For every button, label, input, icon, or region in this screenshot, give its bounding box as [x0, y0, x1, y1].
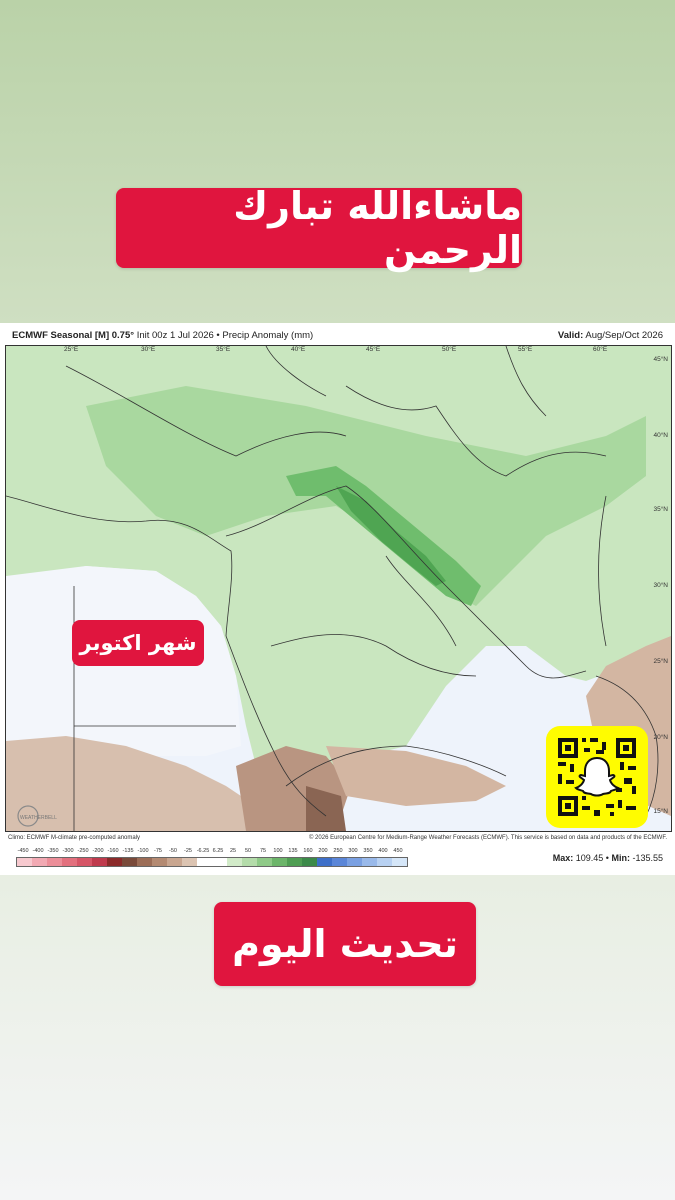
colorbar-tick-label: -50 — [169, 848, 177, 854]
min-label: Min: — [611, 853, 630, 863]
lat-label: 25°N — [653, 658, 668, 665]
map-valid-value: Aug/Sep/Oct 2026 — [585, 330, 663, 341]
colorbar-swatch — [17, 858, 32, 866]
colorbar-tick-label: 50 — [244, 848, 252, 854]
colorbar-tick-label: -200 — [92, 848, 104, 854]
colorbar-swatch — [287, 858, 302, 866]
colorbar-tick-label: 250 — [333, 848, 343, 854]
colorbar-tick-label: -450 — [17, 848, 29, 854]
lon-label: 35°E — [216, 346, 231, 353]
colorbar-swatch — [77, 858, 92, 866]
colorbar-swatch — [137, 858, 152, 866]
map-valid — [558, 330, 663, 341]
lon-label: 55°E — [518, 346, 533, 353]
colorbar-swatch — [47, 858, 62, 866]
lon-label: 60°E — [593, 346, 608, 353]
colorbar-tick-label: 300 — [348, 848, 358, 854]
climo-note: Climo: ECMWF M-climate pre-computed anomaly — [8, 835, 141, 841]
colorbar-tick-label: 135 — [288, 848, 298, 854]
map-title-model: ECMWF Seasonal [M] 0.75° — [12, 330, 135, 341]
max-value: 109.45 — [575, 853, 604, 863]
month-label: شهر اكتوبر — [72, 620, 204, 666]
qr-code-icon — [554, 734, 640, 820]
colorbar-swatch — [152, 858, 167, 866]
lat-label: 35°N — [653, 506, 668, 513]
colorbar-swatch — [167, 858, 182, 866]
colorbar-swatch — [197, 858, 212, 866]
colorbar-swatch — [122, 858, 137, 866]
lon-label: 50°E — [442, 346, 457, 353]
colorbar-swatch — [257, 858, 272, 866]
weatherbell-logo-text: WEATHERBELL — [20, 815, 57, 821]
max-label: Max: — [552, 853, 574, 863]
map-valid-label: Valid: — [557, 330, 584, 341]
colorbar-swatch — [212, 858, 227, 866]
colorbar-tick-label: -250 — [77, 848, 89, 854]
map-title — [12, 330, 313, 341]
lon-label: 25°E — [64, 346, 79, 353]
colorbar-swatch — [242, 858, 257, 866]
lat-label: 30°N — [653, 582, 668, 589]
lon-label: 45°E — [366, 346, 381, 353]
colorbar-swatch — [377, 858, 392, 866]
colorbar-tick-label: -300 — [62, 848, 74, 854]
colorbar-tick-label: -160 — [107, 848, 119, 854]
colorbar-tick-label: -25 — [184, 848, 192, 854]
map-title-details: Init 00z 1 Jul 2026 • Precip Anomaly (mm) — [136, 330, 314, 341]
colorbar-tick-label: 25 — [229, 848, 237, 854]
colorbar-swatch — [302, 858, 317, 866]
lat-label: 40°N — [653, 432, 668, 439]
colorbar-swatch — [62, 858, 77, 866]
colorbar-swatch — [92, 858, 107, 866]
colorbar-swatch — [392, 858, 407, 866]
lat-label: 45°N — [653, 356, 668, 363]
colorbar-tick-label: -6.25 — [196, 848, 210, 854]
colorbar-tick-label: -350 — [47, 848, 59, 854]
colorbar-tick-label: -75 — [154, 848, 162, 854]
colorbar-tick-label: -400 — [32, 848, 44, 854]
lon-label: 40°E — [291, 346, 306, 353]
colorbar-tick-label: 450 — [393, 848, 403, 854]
colorbar — [16, 857, 408, 867]
colorbar-swatch — [107, 858, 122, 866]
lat-label: 20°N — [653, 734, 668, 741]
min-value: -135.55 — [632, 853, 663, 863]
colorbar-tick-label: 75 — [259, 848, 267, 854]
snapchat-qr-code[interactable] — [546, 726, 648, 828]
colorbar-tick-label: -135 — [122, 848, 134, 854]
lon-label: 30°E — [141, 346, 156, 353]
copyright-note: © 2026 European Centre for Medium-Range Weather Forecasts (ECMWF). This service is based on data and products of the ECMWF. — [308, 835, 667, 841]
colorbar-swatch — [332, 858, 347, 866]
colorbar-tick-label: 6.25 — [212, 848, 224, 854]
colorbar-swatch — [32, 858, 47, 866]
colorbar-tick-label: 400 — [378, 848, 388, 854]
colorbar-swatch — [272, 858, 287, 866]
colorbar-tick-label: 350 — [363, 848, 373, 854]
top-banner: ماشاءالله تبارك الرحمن — [116, 188, 522, 268]
colorbar-tick-label: -100 — [137, 848, 149, 854]
bottom-banner: تحديث اليوم — [214, 902, 476, 986]
colorbar-swatch — [347, 858, 362, 866]
colorbar-tick-label: 160 — [303, 848, 313, 854]
colorbar-swatch — [182, 858, 197, 866]
colorbar-swatch — [317, 858, 332, 866]
colorbar-swatch — [362, 858, 377, 866]
colorbar-tick-label: 100 — [273, 848, 283, 854]
colorbar-tick-label: 200 — [318, 848, 328, 854]
max-min-readout: Max: 109.45 • Min: -135.55 — [552, 853, 663, 863]
lat-label: 15°N — [653, 808, 668, 815]
colorbar-swatch — [227, 858, 242, 866]
